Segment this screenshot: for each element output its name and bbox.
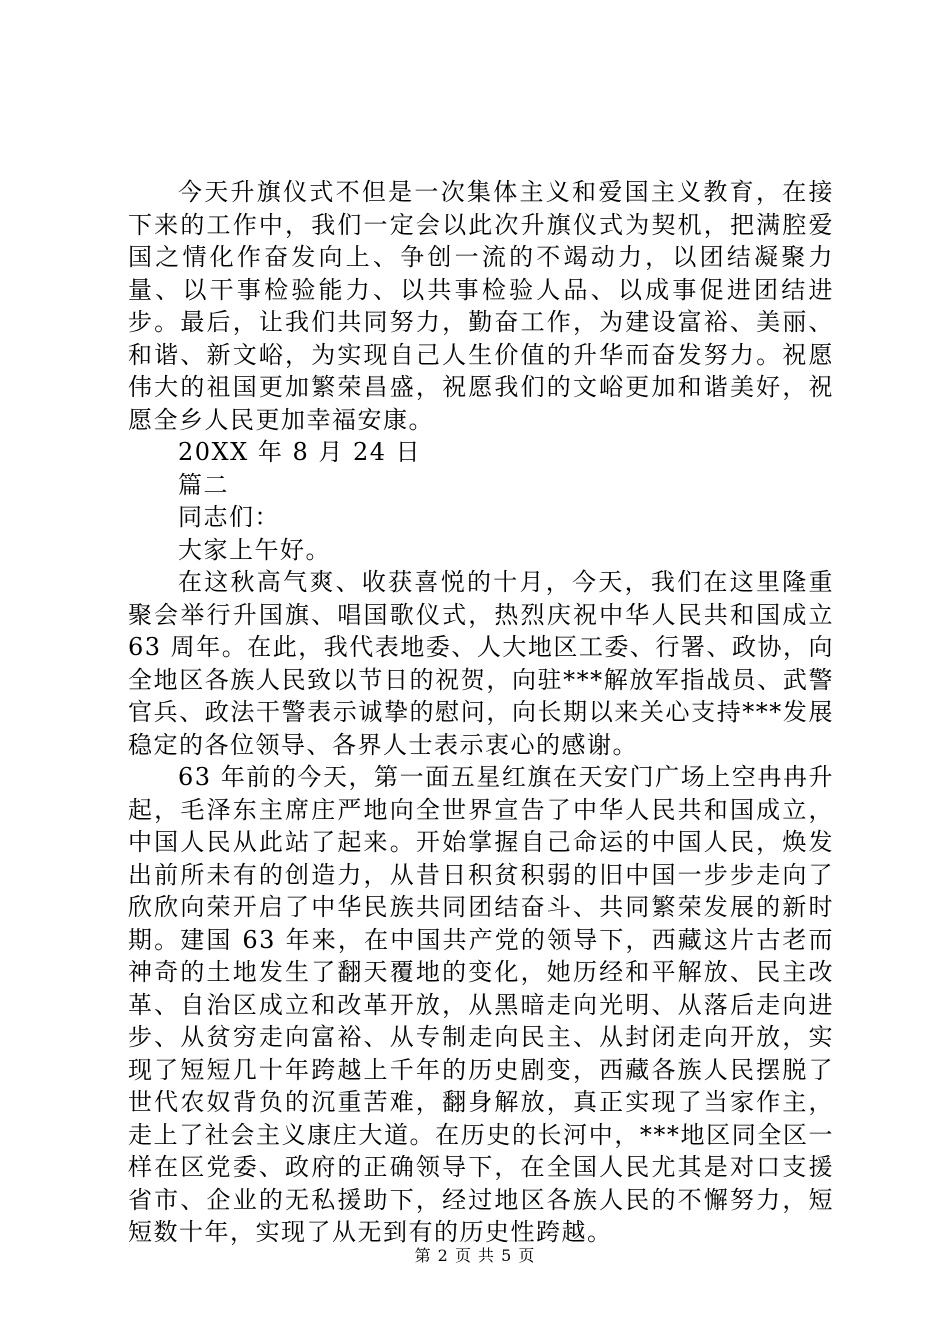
page-number-footer: 第 2 页 共 5 页 — [414, 1246, 536, 1265]
salutation: 同志们： — [178, 503, 280, 531]
greeting: 大家上午好。 — [178, 535, 331, 564]
date-line: 20XX 年 8 月 24 日 — [178, 438, 422, 466]
paragraph-2: 在这秋高气爽、收获喜悦的十月，今天，我们在这里隆重聚会举行升国旗、唱国歌仪式，热烈庆祝中华人民共和国成立 63 周年。在此，我代表地委、人大地区工委、行署、政协，向全地区各族人民致以节日的祝贺，向驻***解放军指战员、武警官兵、政法干警表示诚挚的慰问，向长期以来关心支持***发展稳定的各位领导、各界人士表示衷心的感谢。 — [128, 568, 834, 759]
section-heading: 篇二 — [178, 470, 229, 499]
document-body — [128, 176, 834, 1249]
paragraph-1: 今天升旗仪式不但是一次集体主义和爱国主义教育，在接下来的工作中，我们一定会以此次升旗仪式为契机，把满腔爱国之情化作奋发向上、争创一流的不竭动力，以团结凝聚力量、以干事检验能力、以共事检验人品、以成事促进团结进步。最后，让我们共同努力，勤奋工作，为建设富裕、美丽、和谐、新文峪，为实现自己人生价值的升华而奋发努力。祝愿伟大的祖国更加繁荣昌盛，祝愿我们的文峪更加和谐美好，祝愿全乡人民更加幸福安康。 — [128, 178, 834, 434]
paragraph-3: 63 年前的今天，第一面五星红旗在天安门广场上空冉冉升起，毛泽东主席庄严地向全世界宣告了中华人民共和国成立，中国人民从此站了起来。开始掌握自己命运的中国人民，焕发出前所未有的创造力，从昔日积贫积弱的旧中国一步步走向了欣欣向荣开启了中华民族共同团结奋斗、共同繁荣发展的新时期。建国 63 年来，在中国共产党的领导下，西藏这片古老而神奇的土地发生了翻天覆地的变化，她历经和平解放、民主改革、自治区成立和改革开放，从黑暗走向光明、从落后走向进步、从贫穷走向富裕、从专制走向民主、从封闭走向开放，实现了短短几十年跨越上千年的历史剧变，西藏各族人民摆脱了世代农奴背负的沉重苦难，翻身解放，真正实现了当家作主，走上了社会主义康庄大道。在历史的长河中，***地区同全区一样在区党委、政府的正确领导下，在全国人民尤其是对口支援省市、企业的无私援助下，经过地区各族人民的不懈努力，短短数十年，实现了从无到有的历史性跨越。 — [128, 763, 834, 1246]
